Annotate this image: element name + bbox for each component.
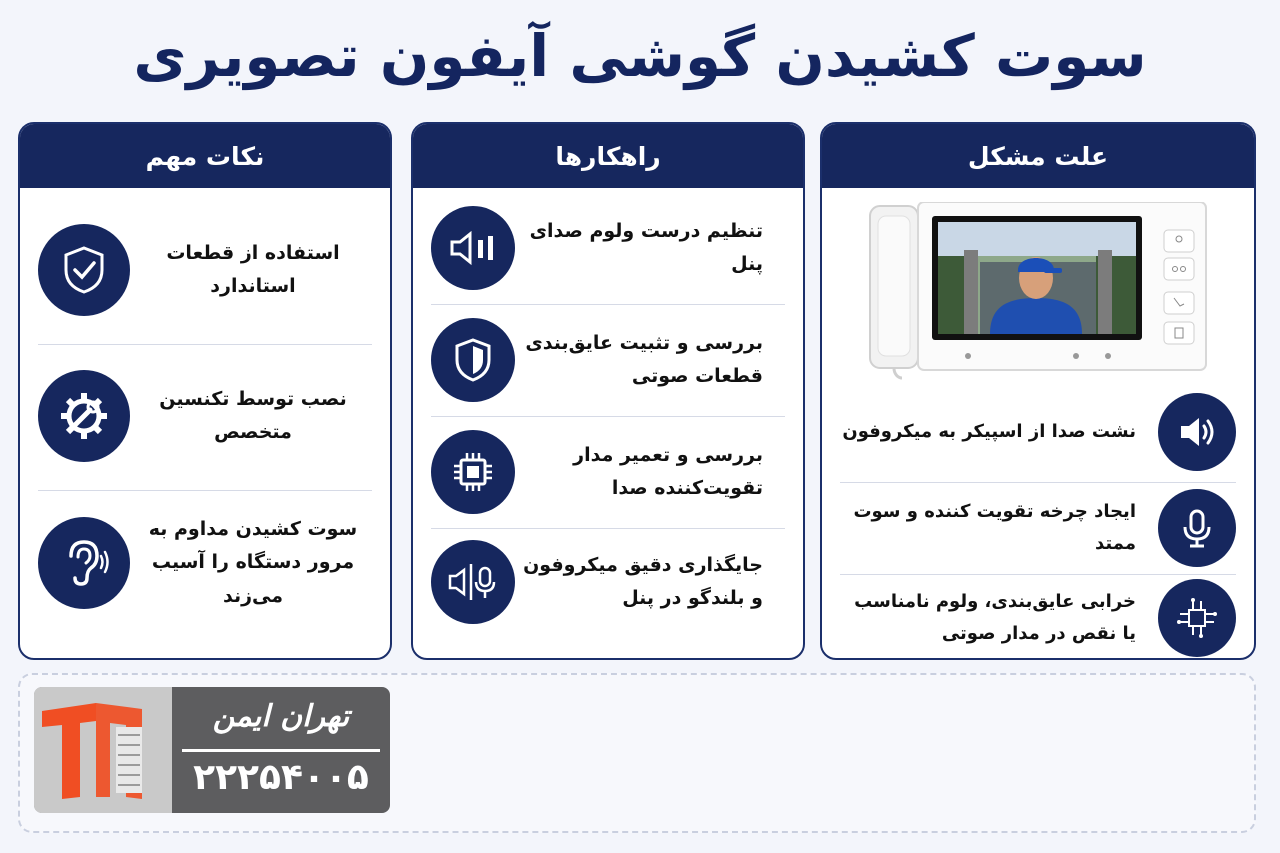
- gear-wrench-icon: [38, 370, 130, 462]
- solution-item: [431, 206, 785, 290]
- solutions-heading: راهکارها: [413, 124, 803, 188]
- microphone-icon: [1158, 489, 1236, 567]
- cause-text: نشت صدا از اسپیکر به میکروفون: [842, 420, 1136, 442]
- logo-mark: [34, 687, 172, 813]
- cause-text: ایجاد چرخه تقویت کننده و سوت ممتد: [853, 500, 1136, 554]
- tips-heading: نکات مهم: [20, 124, 390, 188]
- solution-text: جایگذاری دقیق میکروفون و بلندگو در پنل: [523, 553, 763, 609]
- cause-panel: [820, 122, 1256, 660]
- solution-text: بررسی و تثبیت عایق‌بندی قطعات صوتی: [525, 331, 763, 387]
- ear-sound-icon: [38, 517, 130, 609]
- tip-text: استفاده از قطعات استاندارد: [166, 241, 340, 297]
- shield-check-icon: [38, 224, 130, 316]
- tip-item: [38, 366, 372, 466]
- solution-item: [431, 540, 785, 624]
- phone-number: ۲۲۲۵۴۰۰۵: [193, 757, 369, 798]
- processor-chip-icon: [431, 430, 515, 514]
- solution-item: [431, 430, 785, 514]
- solution-item: [431, 318, 785, 402]
- solution-text: بررسی و تعمیر مدار تقویت‌کننده صدا: [573, 443, 763, 499]
- solutions-panel: [411, 122, 805, 660]
- tip-text: نصب توسط تکنسین متخصص: [159, 387, 347, 443]
- speaker-mic-icon: [431, 540, 515, 624]
- tip-item: [38, 220, 372, 320]
- brand-name: تهران ایمن: [212, 699, 350, 734]
- page-title: سوت کشیدن گوشی آیفون تصویری: [133, 22, 1147, 90]
- video-intercom-image: [868, 202, 1208, 380]
- shield-icon: [431, 318, 515, 402]
- solution-text: تنظیم درست ولوم صدای پنل: [529, 219, 763, 275]
- footer-area: [18, 673, 1256, 833]
- circuit-chip-icon: [1158, 579, 1236, 657]
- cause-item: [840, 392, 1236, 472]
- company-logo: [34, 687, 390, 813]
- tip-text: سوت کشیدن مداوم به مرور دستگاه را آسیب می‌زند: [148, 518, 358, 607]
- cause-item: [840, 488, 1236, 568]
- tip-item: [38, 508, 372, 618]
- cause-item: [840, 578, 1236, 658]
- volume-level-icon: [431, 206, 515, 290]
- cause-heading: علت مشکل: [822, 124, 1254, 188]
- tips-panel: [18, 122, 392, 660]
- speaker-icon: [1158, 393, 1236, 471]
- cause-text: خرابی عایق‌بندی، ولوم نامناسب یا نقص در مدار صوتی: [854, 590, 1136, 644]
